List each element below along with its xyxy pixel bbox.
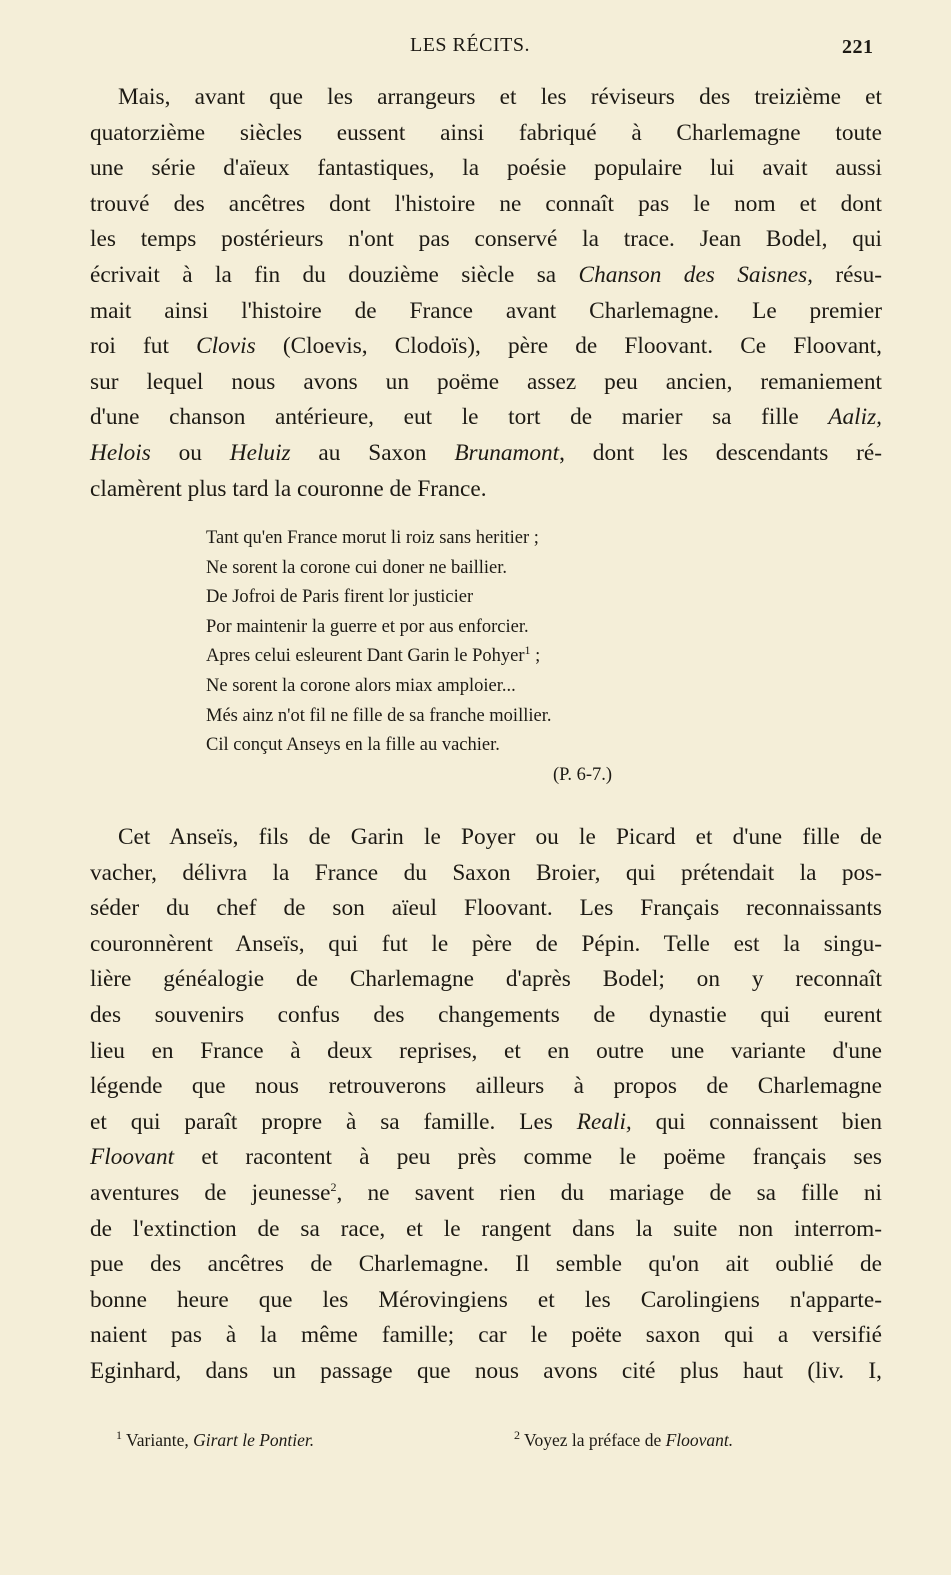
verse-line: De Jofroi de Paris firent lor justicier <box>206 587 474 608</box>
text-line: naient pas à la même famille; car le poëte saxon qui a versifié <box>90 1322 882 1349</box>
proper-name: Helois <box>90 439 151 466</box>
text-run: et qui paraît propre à sa famille. Les <box>90 1108 577 1135</box>
footnote-mark: 2 <box>514 1428 520 1443</box>
text-line: des souvenirs confus des changements de dynastie qui eurent <box>90 1001 882 1028</box>
footnote-2 <box>514 1430 733 1451</box>
text-line: trouvé des ancêtres dont l'histoire ne connaît pas le nom et dont <box>90 190 882 217</box>
text-run: , dont les descendants ré- <box>559 439 882 466</box>
text-run: résu- <box>813 261 882 288</box>
book-title: Reali, <box>576 1108 632 1135</box>
text-line: lieu en France à deux reprises, et en outre une variante d'une <box>90 1037 882 1064</box>
footnote-text: Variante, <box>122 1430 194 1450</box>
running-title: LES RÉCITS. <box>410 34 530 56</box>
text-line <box>90 1105 882 1141</box>
verse-reference: (P. 6-7.) <box>553 764 613 785</box>
verse-line <box>206 642 766 672</box>
text-line: pue des ancêtres de Charlemagne. Il semble qu'on ait oublié de <box>90 1251 882 1278</box>
running-header <box>0 34 951 58</box>
proper-name: Aaliz, <box>828 404 882 431</box>
text-line: légende que nous retrouverons ailleurs à propos de Charlemagne <box>90 1073 882 1100</box>
text-line: quatorzième siècles eussent ainsi fabriqué à Charlemagne toute <box>90 119 882 146</box>
text-run: Apres celui esleurent Dant Garin le Pohyer <box>206 646 525 667</box>
book-title: Floovant <box>90 1144 175 1171</box>
text-run: , ne savent rien du mariage de sa fille ni <box>336 1179 882 1206</box>
text-line: mait ainsi l'histoire de France avant Charlemagne. Le premier <box>90 297 882 324</box>
text-run: aventures de jeunesse <box>90 1179 331 1206</box>
text-line: clamèrent plus tard la couronne de France. <box>90 475 487 502</box>
text-line <box>90 329 882 365</box>
proper-name: Brunamont <box>454 439 560 466</box>
text-line: une série d'aïeux fantastiques, la poésie populaire lui avait aussi <box>90 155 882 182</box>
proper-name: Clovis <box>196 333 256 360</box>
text-line: Cet Anseïs, fils de Garin le Poyer ou le Picard et d'une fille de <box>118 824 882 850</box>
book-title: Chanson des Saisnes, <box>578 261 813 288</box>
text-line: séder du chef de son aïeul Floovant. Les Français reconnaissants <box>90 895 882 922</box>
verse-line: Ne sorent la corone cui doner ne baillier. <box>206 557 508 578</box>
paragraph-1 <box>90 80 882 507</box>
text-run: roi fut <box>90 333 197 360</box>
footnote-mark: 1 <box>116 1428 122 1443</box>
text-line <box>90 436 882 472</box>
text-line <box>90 1140 882 1176</box>
text-line: vacher, délivra la France du Saxon Broier, qui prétendait la pos- <box>90 859 882 886</box>
text-run: d'une chanson antérieure, eut le tort de marier sa fille <box>90 404 829 431</box>
text-run: qui connaissent bien <box>631 1108 882 1135</box>
text-line <box>90 400 882 436</box>
footnote-title: Floovant. <box>665 1430 734 1450</box>
text-run: et racontent à peu près comme le poëme français ses <box>174 1144 882 1171</box>
footnote-title: Girart le Pontier. <box>193 1430 315 1450</box>
paragraph-2 <box>90 820 882 1390</box>
text-line: Eginhard, dans un passage que nous avons cité plus haut (liv. I, <box>90 1357 882 1384</box>
verse-line: Por maintenir la guerre et por aus enforcier. <box>206 616 529 637</box>
verse-line: Ne sorent la corone alors miax amploier... <box>206 675 516 696</box>
text-line <box>90 1176 882 1212</box>
verse-line: Més ainz n'ot fil ne fille de sa franche moillier. <box>206 705 552 726</box>
text-run: écrivait à la fin du douzième siècle sa <box>90 261 579 288</box>
text-line <box>90 258 882 294</box>
text-run: (Cloevis, Clodoïs), père de Floovant. Ce Floovant, <box>255 333 882 360</box>
footnote-ref: 1 <box>524 643 531 658</box>
text-run: ; <box>530 646 541 667</box>
proper-name: Heluiz <box>229 439 291 466</box>
footnote-ref: 2 <box>330 1180 337 1195</box>
text-run: au Saxon <box>290 439 455 466</box>
page-number: 221 <box>842 36 874 58</box>
footnote-1 <box>116 1430 314 1451</box>
footnote-text: Voyez la préface de <box>520 1430 666 1450</box>
text-line: couronnèrent Anseïs, qui fut le père de Pépin. Telle est la singu- <box>90 930 882 957</box>
verse-line: Cil conçut Anseys en la fille au vachier. <box>206 735 500 756</box>
text-line: de l'extinction de sa race, et le rangent dans la suite non interrom- <box>90 1215 882 1242</box>
text-line: lière généalogie de Charlemagne d'après Bodel; on y reconnaît <box>90 966 882 993</box>
text-line: bonne heure que les Mérovingiens et les Carolingiens n'apparte- <box>90 1286 882 1313</box>
text-line: Mais, avant que les arrangeurs et les réviseurs des treizième et <box>118 84 882 110</box>
verse-quotation <box>206 524 766 790</box>
verse-line: Tant qu'en France morut li roiz sans heritier ; <box>206 528 539 548</box>
text-run: ou <box>150 439 230 466</box>
text-line: les temps postérieurs n'ont pas conservé la trace. Jean Bodel, qui <box>90 226 882 253</box>
text-line: sur lequel nous avons un poëme assez peu ancien, remaniement <box>90 368 882 395</box>
